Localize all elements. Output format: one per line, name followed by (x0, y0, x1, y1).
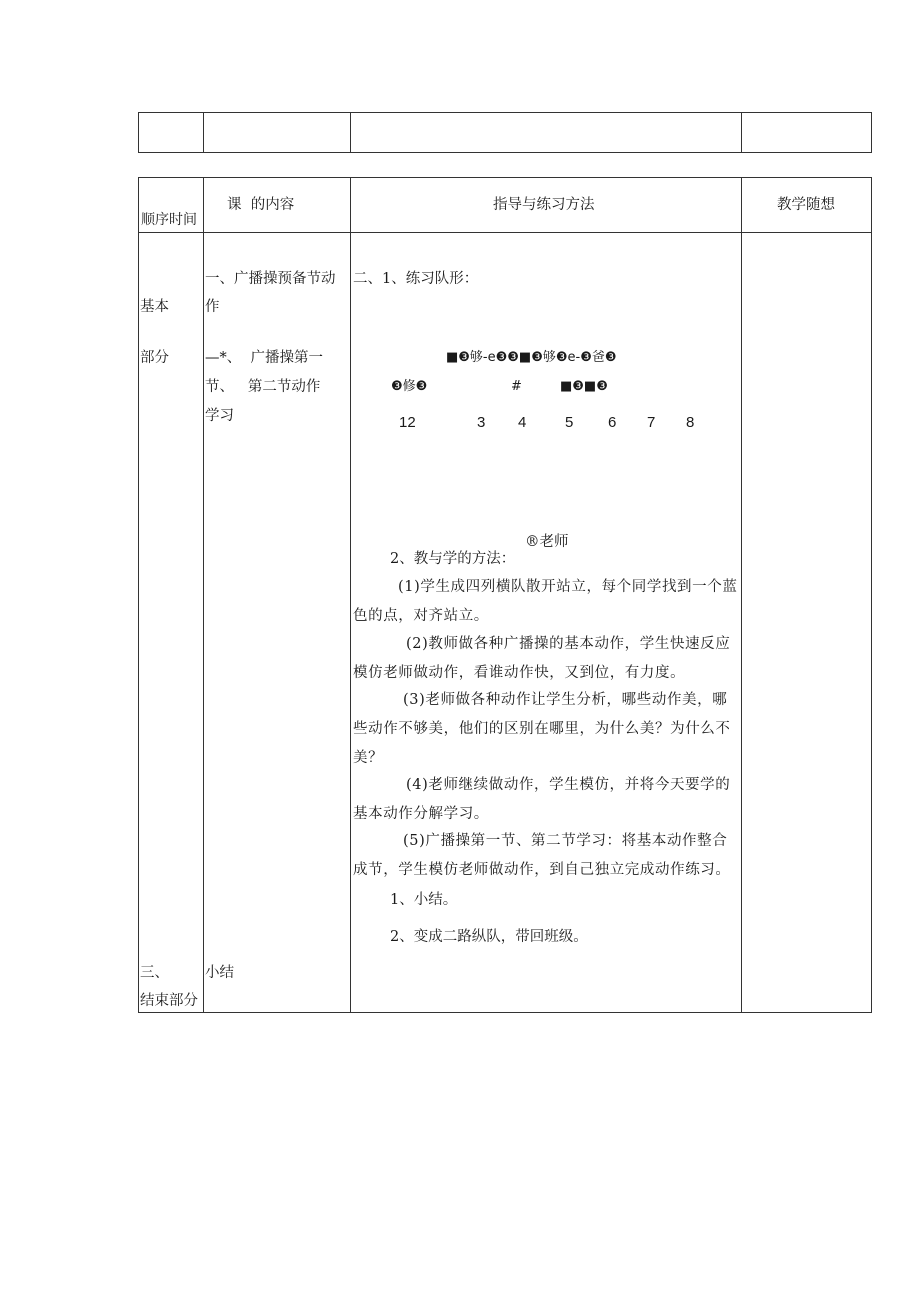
formation-row1: ■❸够-e❸❸■❸够❸e-❸爸❸ (446, 350, 617, 365)
section-ending-line1: 三、 (140, 965, 169, 981)
formation-row2-mid: # (511, 379, 522, 394)
formation-row2-right: ■❸■❸ (560, 379, 608, 394)
formation-number: 6 (608, 414, 617, 431)
content-item1-line2: 作 (205, 299, 220, 315)
formation-number: 4 (518, 414, 527, 431)
column-header-teaching-notes: 教学随想 (777, 197, 835, 213)
section-basic-line2: 部分 (140, 350, 169, 366)
content-ending-item: 小结 (205, 965, 234, 981)
method-paragraph-2: (2)教师做各种广播操的基本动作，学生快速反应模仿老师做动作，看谁动作快，又到位，有力度。 (353, 636, 731, 681)
formation-number: 8 (686, 414, 695, 431)
formation-number: 5 (565, 414, 574, 431)
column-header-lesson-content: 课 的内容 (227, 197, 295, 213)
teacher-position-label: ®老师 (525, 534, 569, 550)
method-paragraph-3: (3)老师做各种动作让学生分析，哪些动作美，哪些动作不够美，他们的区别在哪里，为什么美？为什么不美？ (353, 692, 731, 766)
section-basic-line1: 基本 (140, 299, 169, 315)
section-ending-line2: 结束部分 (140, 993, 198, 1009)
method-paragraph-5: (5)广播操第一节、第二节学习：将基本动作整合成节，学生模仿老师做动作，到自己独立完成动作练习。 (353, 833, 731, 878)
formation-number: 7 (647, 414, 656, 431)
column-header-sequence-time: 顺序时间 (141, 212, 197, 228)
summary-item: 1、小结。 (390, 892, 458, 908)
methods-heading: 2、教与学的方法： (390, 551, 516, 567)
formation-row2-left: ❸修❸ (391, 379, 428, 394)
method-paragraph-1: (1)学生成四列横队散开站立，每个同学找到一个蓝色的点，对齐站立。 (353, 579, 738, 624)
content-item2-line2: 节、 第二节动作 (205, 379, 321, 395)
formation-heading: 二、1、练习队形： (353, 271, 479, 287)
content-item1-line1: 一、广播操预备节动 (205, 271, 336, 287)
teaching-notes-cell (742, 233, 871, 1012)
formation-number: 3 (477, 414, 486, 431)
method-paragraph-4: (4)老师继续做动作，学生模仿，并将今天要学的基本动作分解学习。 (353, 777, 731, 822)
content-item2-line3: 学习 (205, 408, 234, 424)
column-header-guidance-method: 指导与练习方法 (493, 197, 595, 213)
dismiss-item: 2、变成二路纵队，带回班级。 (390, 929, 588, 945)
formation-number: 12 (399, 414, 416, 431)
content-item2-line1: —*、 广播操第一 (205, 350, 323, 366)
